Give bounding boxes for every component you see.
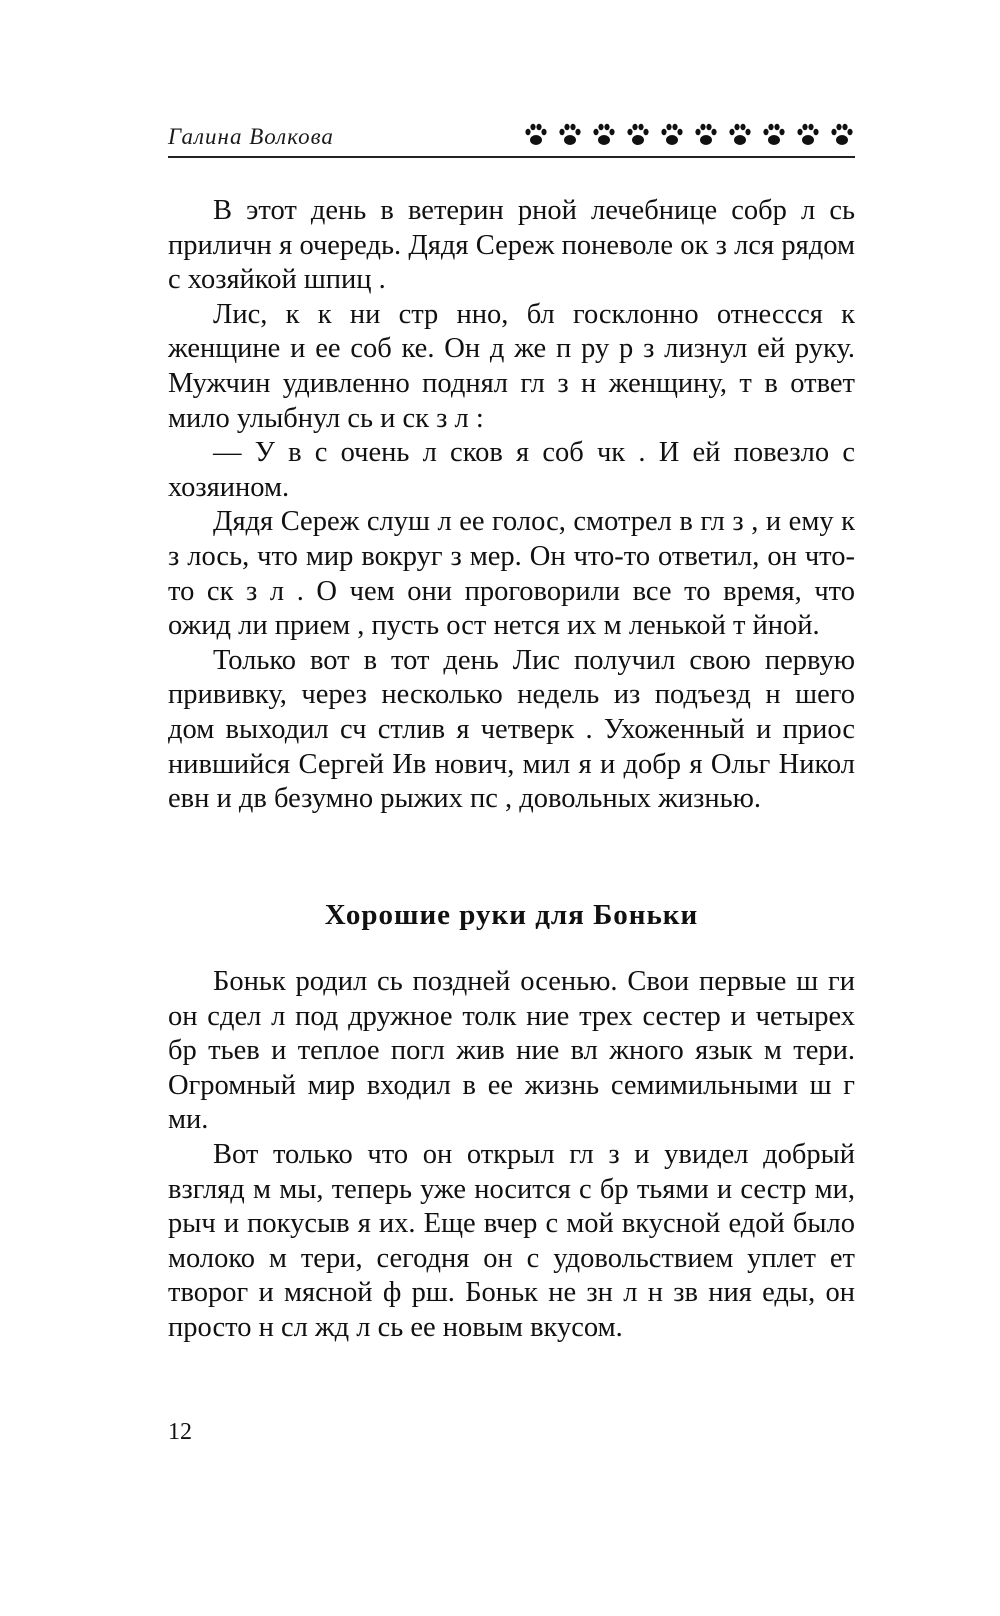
- paragraph: — У в с очень л сков я соб чк . И ей повезло с хозяином.: [168, 437, 855, 503]
- paw-print-icon: [693, 121, 719, 149]
- paw-print-icon: [625, 121, 651, 149]
- header-rule: [168, 156, 855, 158]
- paw-print-icon: [829, 121, 855, 149]
- running-header: [168, 118, 855, 164]
- paw-print-icon: [591, 121, 617, 149]
- body-text-bottom: [168, 965, 855, 1346]
- paragraph: В этот день в ветерин рной лечебнице собр л сь приличн я очередь. Дядя Сереж поневоле ок з лся рядом с хозяйкой шпиц .: [168, 195, 855, 296]
- paw-print-icon: [727, 121, 753, 149]
- paragraph: Вот только что он открыл гл з и увидел добрый взгляд м мы, теперь уже носится с бр тьями и сестр ми, рыч и покусыв я их. Еще вчер с мой вкусной едой было молоко м тери, сегодня он с удовольствием уплет ет творог и мясной ф рш. Боньк не зн л н зв ния еды, он просто н сл жд л сь ее новым вкусом.: [168, 1138, 855, 1343]
- paragraph: Только вот в тот день Лис получил свою первую прививку, через несколько недель из подъезд н шего дом выходил сч стлив я четверк . Ухоженный и приос нившийся Сергей Ив нович, мил я и добр я Ольг Никол евн и дв безумно рыжих пс , довольных жизнью.: [168, 644, 855, 815]
- paw-print-icon: [557, 121, 583, 149]
- running-header-author: Галина Волкова: [168, 124, 334, 149]
- paw-print-icon: [761, 121, 787, 149]
- paragraph: Дядя Сереж слуш л ее голос, смотрел в гл з , и ему к з лось, что мир вокруг з мер. Он что-то ответил, он что-то ск з л . О чем они проговорили все то время, что ожид ли прием , пусть ост нется их м ленькой т йной.: [168, 506, 855, 642]
- paw-print-icon: [659, 121, 685, 149]
- paw-print-icon: [795, 121, 821, 149]
- paw-ornament: [523, 121, 855, 149]
- paragraph: Боньк родил сь поздней осенью. Свои первые ш ги он сдел л под дружное толк ние трех сестер и четырех бр тьев и теплое погл жив ние вл жного язык м тери. Огромный мир входил в ее жизнь семимильными ш г ми.: [168, 966, 855, 1136]
- page-number: 12: [168, 1419, 192, 1445]
- body-text-top: [168, 194, 855, 817]
- section-title: Хорошие руки для Боньки: [324, 899, 699, 931]
- paw-print-icon: [523, 121, 549, 149]
- paragraph: Лис, к к ни стр нно, бл госклонно отнессся к женщине и ее соб ке. Он д же п ру р з лизнул ей руку. Мужчин удивленно поднял гл з н женщину, т в ответ мило улыбнул сь и ск з л :: [168, 298, 855, 434]
